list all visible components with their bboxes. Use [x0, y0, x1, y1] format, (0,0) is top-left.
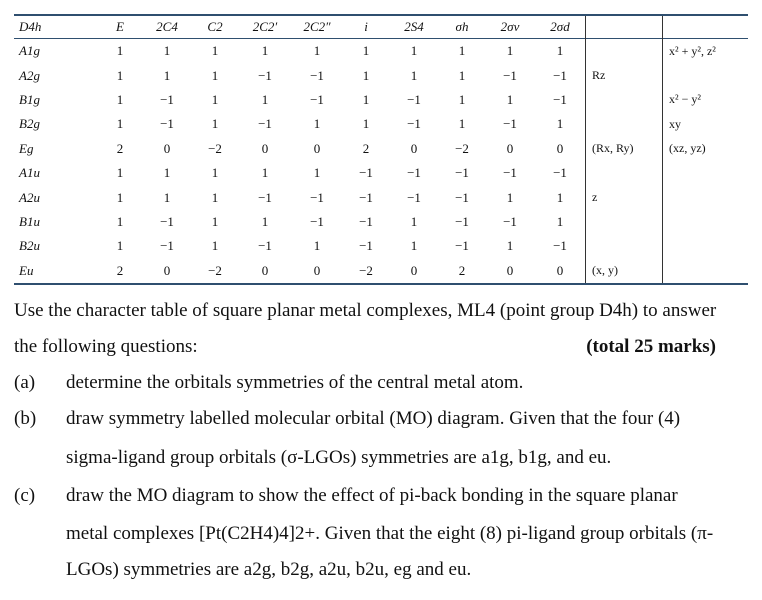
character-cell: 0	[261, 140, 269, 156]
character-cell: 0	[261, 262, 269, 278]
point-group-label: D4h	[19, 19, 42, 34]
header-quadratic-col	[663, 15, 749, 39]
irrep-label: A1u	[19, 165, 40, 181]
character-cell: −1	[407, 116, 421, 132]
part-a-label: (a)	[14, 372, 36, 393]
character-cell: 1	[163, 67, 171, 83]
character-cell: −1	[310, 91, 324, 107]
character-cell: −1	[553, 238, 567, 254]
quadratic-function-cell: x² − y²	[663, 88, 749, 112]
character-cell: 1	[556, 116, 564, 132]
linear-function-cell: (Rx, Ry)	[586, 137, 663, 161]
character-cell: 1	[313, 43, 321, 59]
character-cell: 0	[163, 140, 171, 156]
character-cell: 1	[313, 165, 321, 181]
header-op-8: 2σv	[500, 19, 520, 34]
part-c-text-3: LGOs) symmetries are a2g, b2g, a2u, b2u, eg and eu.	[66, 559, 472, 580]
character-table-container	[14, 14, 748, 285]
table-row	[14, 185, 748, 209]
character-cell: −1	[160, 213, 174, 229]
part-c-text-1: draw the MO diagram to show the effect of pi-back bonding in the square planar	[66, 485, 678, 506]
character-cell: −1	[258, 189, 272, 205]
character-cell: 1	[458, 91, 466, 107]
character-cell: −1	[553, 67, 567, 83]
header-op-7: σh	[455, 19, 469, 34]
header-op-6: 2S4	[404, 19, 424, 34]
character-cell: 1	[458, 116, 466, 132]
character-cell: 1	[211, 213, 219, 229]
part-a-text: determine the orbitals symmetries of the central metal atom.	[66, 372, 524, 393]
linear-function-cell	[586, 88, 663, 112]
character-cell: 1	[163, 165, 171, 181]
character-cell: −1	[455, 165, 469, 181]
linear-function-cell	[586, 210, 663, 234]
character-cell: 1	[116, 116, 124, 132]
quadratic-function-cell	[663, 185, 749, 209]
character-cell: 1	[116, 67, 124, 83]
character-cell: −1	[455, 213, 469, 229]
quadratic-function-cell	[663, 210, 749, 234]
character-cell: 2	[116, 140, 124, 156]
character-cell: 1	[163, 43, 171, 59]
table-row	[14, 63, 748, 87]
character-cell: −1	[407, 91, 421, 107]
character-cell: 1	[211, 238, 219, 254]
question-intro-line-1: Use the character table of square planar metal complexes, ML4 (point group D4h) to answer	[14, 300, 717, 321]
quadratic-function-cell	[663, 234, 749, 258]
table-row	[14, 137, 748, 161]
header-op-4: 2C2″	[303, 19, 331, 34]
character-cell: 1	[362, 67, 370, 83]
character-cell: 1	[410, 67, 418, 83]
character-cell: 1	[211, 67, 219, 83]
header-row	[14, 15, 748, 39]
character-cell: 0	[313, 140, 321, 156]
character-cell: 0	[163, 262, 171, 278]
part-c-label: (c)	[14, 485, 36, 506]
character-cell: −1	[160, 91, 174, 107]
character-cell: −2	[359, 262, 373, 278]
character-cell: 1	[313, 238, 321, 254]
character-cell: −1	[553, 91, 567, 107]
character-cell: −1	[359, 189, 373, 205]
linear-function-cell	[586, 112, 663, 136]
quadratic-function-cell	[663, 63, 749, 87]
character-cell: 1	[556, 43, 564, 59]
character-cell: −1	[258, 67, 272, 83]
character-cell: 1	[261, 165, 269, 181]
header-op-1: 2C4	[156, 19, 178, 34]
header-op-5: i	[364, 19, 368, 34]
character-cell: −1	[407, 165, 421, 181]
linear-function-cell: z	[586, 185, 663, 209]
question-intro-line-2: the following questions:	[14, 336, 198, 357]
character-cell: −2	[208, 262, 222, 278]
table-row	[14, 259, 748, 284]
character-cell: 1	[116, 91, 124, 107]
character-cell: 1	[506, 189, 514, 205]
quadratic-function-cell: x² + y², z²	[663, 39, 749, 64]
irrep-label: A2u	[19, 189, 40, 205]
character-cell: 1	[211, 43, 219, 59]
character-cell: 1	[410, 213, 418, 229]
quadratic-function-cell	[663, 259, 749, 284]
irrep-label: A1g	[19, 43, 40, 59]
character-cell: 1	[556, 189, 564, 205]
table-row	[14, 112, 748, 136]
character-cell: 1	[506, 43, 514, 59]
table-row	[14, 234, 748, 258]
character-cell: 1	[116, 189, 124, 205]
character-cell: 1	[362, 43, 370, 59]
character-cell: 1	[211, 116, 219, 132]
character-cell: 1	[410, 238, 418, 254]
quadratic-function-cell: (xz, yz)	[663, 137, 749, 161]
irrep-label: B2u	[19, 238, 40, 254]
character-cell: −1	[310, 213, 324, 229]
character-cell: 1	[556, 213, 564, 229]
character-cell: −1	[455, 238, 469, 254]
character-cell: 2	[458, 262, 466, 278]
character-cell: 1	[506, 91, 514, 107]
part-c-text-2: metal complexes [Pt(C2H4)4]2+. Given that the eight (8) pi-ligand group orbitals (π-	[66, 523, 714, 544]
quadratic-function-cell: xy	[663, 112, 749, 136]
linear-function-cell	[586, 234, 663, 258]
character-cell: −1	[455, 189, 469, 205]
irrep-label: B2g	[19, 116, 40, 132]
character-cell: 2	[116, 262, 124, 278]
table-row	[14, 161, 748, 185]
character-cell: 0	[506, 262, 514, 278]
character-cell: −1	[553, 165, 567, 181]
character-cell: 1	[211, 165, 219, 181]
table-row	[14, 210, 748, 234]
character-cell: 1	[211, 91, 219, 107]
character-cell: −1	[258, 116, 272, 132]
character-cell: −1	[160, 238, 174, 254]
character-cell: 1	[506, 238, 514, 254]
irrep-label: Eg	[19, 140, 34, 156]
header-op-0: E	[116, 19, 124, 34]
character-cell: 0	[410, 140, 418, 156]
linear-function-cell	[586, 39, 663, 64]
d4h-character-table	[14, 14, 748, 285]
character-cell: 1	[116, 213, 124, 229]
character-cell: −1	[503, 67, 517, 83]
character-table-body	[14, 39, 748, 284]
character-cell: 1	[313, 116, 321, 132]
part-b-text-2: sigma-ligand group orbitals (σ-LGOs) symmetries are a1g, b1g, and eu.	[66, 447, 612, 468]
linear-function-cell: (x, y)	[586, 259, 663, 284]
part-b-label: (b)	[14, 408, 37, 429]
character-cell: 1	[261, 43, 269, 59]
character-cell: −1	[359, 238, 373, 254]
character-cell: 1	[410, 43, 418, 59]
character-cell: 1	[362, 116, 370, 132]
character-cell: 1	[261, 213, 269, 229]
table-row	[14, 39, 748, 64]
table-row	[14, 88, 748, 112]
character-cell: 1	[458, 67, 466, 83]
character-cell: 1	[163, 189, 171, 205]
header-linear-col	[586, 15, 663, 39]
character-cell: 0	[410, 262, 418, 278]
character-cell: −1	[310, 67, 324, 83]
character-cell: −1	[258, 238, 272, 254]
character-cell: 2	[362, 140, 370, 156]
character-cell: 1	[116, 43, 124, 59]
irrep-label: B1g	[19, 91, 40, 107]
character-cell: 0	[556, 140, 564, 156]
character-cell: −2	[208, 140, 222, 156]
character-cell: 0	[313, 262, 321, 278]
header-op-3: 2C2′	[252, 19, 278, 34]
character-cell: 1	[116, 165, 124, 181]
character-cell: 0	[506, 140, 514, 156]
part-b-text-1: draw symmetry labelled molecular orbital (MO) diagram. Given that the four (4)	[66, 408, 681, 429]
character-cell: −1	[359, 165, 373, 181]
character-cell: −1	[407, 189, 421, 205]
character-cell: −1	[310, 189, 324, 205]
character-cell: 1	[362, 91, 370, 107]
character-cell: −2	[455, 140, 469, 156]
character-cell: −1	[503, 116, 517, 132]
total-marks: (total 25 marks)	[586, 336, 716, 357]
irrep-label: Eu	[19, 262, 34, 278]
character-cell: 1	[211, 189, 219, 205]
irrep-label: A2g	[19, 67, 40, 83]
header-op-2: C2	[207, 19, 223, 34]
character-cell: 0	[556, 262, 564, 278]
character-cell: −1	[359, 213, 373, 229]
character-cell: 1	[261, 91, 269, 107]
character-cell: −1	[503, 165, 517, 181]
irrep-label: B1u	[19, 213, 40, 229]
character-cell: 1	[458, 43, 466, 59]
header-op-9: 2σd	[550, 19, 570, 34]
linear-function-cell: Rz	[586, 63, 663, 87]
character-cell: −1	[503, 213, 517, 229]
character-cell: 1	[116, 238, 124, 254]
linear-function-cell	[586, 161, 663, 185]
quadratic-function-cell	[663, 161, 749, 185]
character-cell: −1	[160, 116, 174, 132]
